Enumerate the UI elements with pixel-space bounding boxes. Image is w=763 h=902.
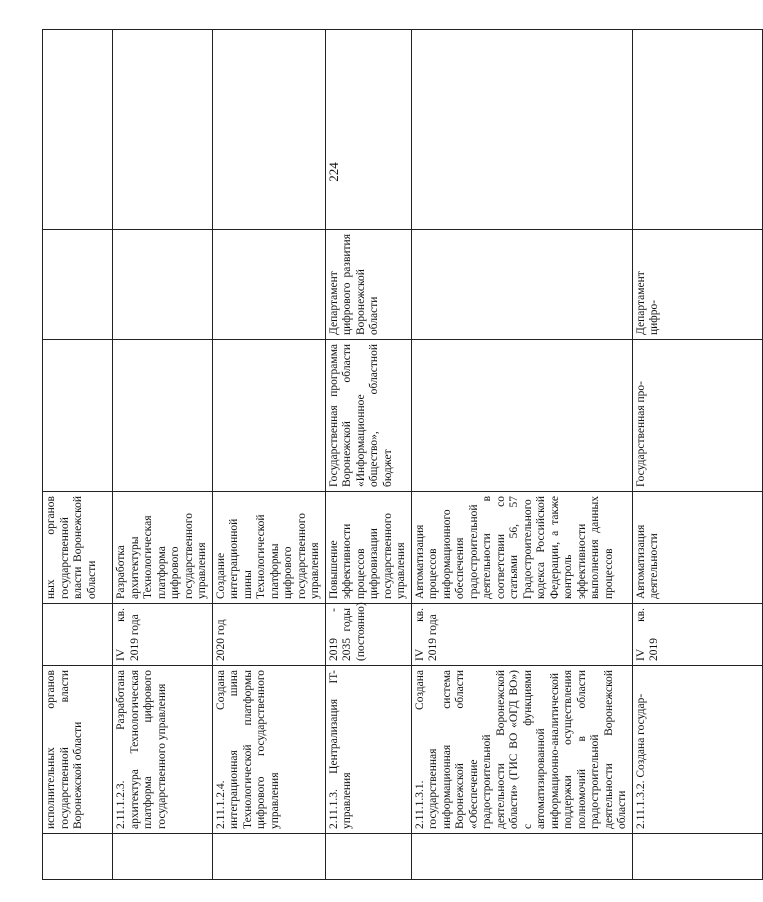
responsible-cell: Департамент цифро- xyxy=(632,230,762,340)
task-cell: исполнительных органов государственной власти Воронежской области xyxy=(43,666,113,834)
blank-cell xyxy=(325,30,411,230)
blank-cell xyxy=(113,340,213,492)
task-cell: 2.11.1.3.2. Создана государ- xyxy=(632,666,762,834)
date-cell: IV кв. 2019 года xyxy=(113,604,213,666)
result-cell: Автоматизация процессов информационного обеспечения градостроительной деятельности в соответствии со статьями 56, 57 Градостроительного кодекса Российской Федерации, а также контроль эффективности выполнения данных процессов xyxy=(411,492,632,604)
table-row xyxy=(113,30,213,880)
blank-cell xyxy=(325,834,411,880)
task-cell: 2.11.1.3. Централизация IT-управления xyxy=(325,666,411,834)
blank-cell xyxy=(411,834,632,880)
table-row xyxy=(632,30,762,880)
blank-cell xyxy=(411,30,632,230)
program-cell xyxy=(113,230,213,340)
result-cell: Разработка архитектуры Технологическая платформа цифрового государственного управления xyxy=(113,492,213,604)
date-cell xyxy=(43,604,113,666)
result-cell: Автоматизация деятельности xyxy=(632,492,762,604)
page-number: 224 xyxy=(326,162,341,182)
program-cell xyxy=(411,340,632,492)
result-cell: Создание интеграционной шины Технологической платформы цифрового государственного управления xyxy=(212,492,325,604)
blank-cell xyxy=(212,834,325,880)
program-cell xyxy=(43,230,113,340)
result-cell: ных органов государственной власти Воронежской области xyxy=(43,492,113,604)
task-cell: 2.11.1.2.4. Создана интеграционная шина Технологической платформы цифрового государственного управления xyxy=(212,666,325,834)
result-cell: Повышение эффективности процессов цифровизации государственного управления xyxy=(325,492,411,604)
date-cell: 2019 - 2035 годы (постоянно) xyxy=(325,604,411,666)
table-row xyxy=(325,30,411,880)
table-row xyxy=(411,30,632,880)
blank-cell xyxy=(113,834,213,880)
responsible-cell xyxy=(43,30,113,230)
task-cell: 2.11.1.2.3. Разработана архитектура Технологическая платформа цифрового государственного управления xyxy=(113,666,213,834)
responsible-cell xyxy=(411,230,632,340)
responsible-cell xyxy=(212,30,325,230)
blank-cell xyxy=(43,834,113,880)
document-table xyxy=(42,29,763,880)
blank-cell xyxy=(632,834,762,880)
date-cell: IV кв. 2019 года xyxy=(411,604,632,666)
program-cell xyxy=(212,230,325,340)
document-table-stage xyxy=(42,30,660,880)
table-row xyxy=(43,30,113,880)
program-cell: Государственная программа Воронежской области «Информационное общество», областной бюджет xyxy=(325,340,411,492)
blank-cell xyxy=(43,340,113,492)
program-cell: Государственная про- xyxy=(632,340,762,492)
date-cell: 2020 год xyxy=(212,604,325,666)
responsible-cell: Департамент цифрового развития Воронежской области xyxy=(325,230,411,340)
table-row xyxy=(212,30,325,880)
date-cell: IV кв. 2019 xyxy=(632,604,762,666)
blank-cell xyxy=(212,340,325,492)
responsible-cell xyxy=(113,30,213,230)
task-cell: 2.11.1.3.1. Создана государственная информационная система Воронежской области «Обеспечение градостроительной деятельности Воронежской области» (ГИС ВО «ОГД ВО») с функциями автоматизированной информационно-аналитической поддержки осуществления полномочий в области градостроительной деятельности Воронежской области xyxy=(411,666,632,834)
blank-cell xyxy=(632,30,762,230)
